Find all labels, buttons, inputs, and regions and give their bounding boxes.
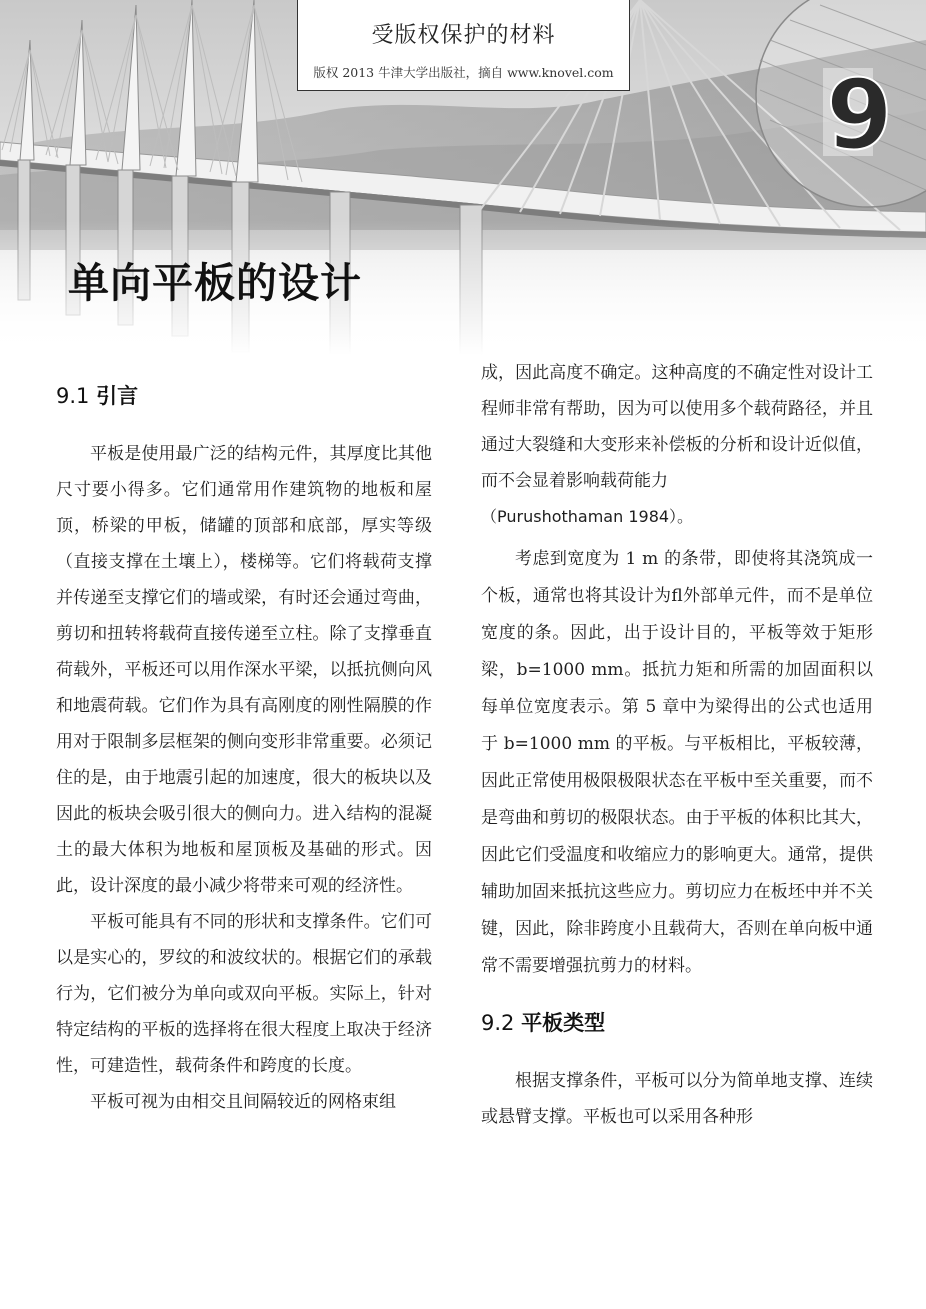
section-title: 引言 [96, 384, 139, 408]
paragraph: 成，因此高度不确定。这种高度的不确定性对设计工程师非常有帮助，因为可以使用多个载荷路径，并且通过大裂缝和大变形来补偿板的分析和设计近似值，而不会显着影响载荷能力 [481, 363, 873, 491]
chapter-number: 9 [826, 59, 893, 171]
left-column [56, 380, 432, 1120]
chapter-banner [0, 0, 926, 355]
section-number: 9.2 [481, 1011, 515, 1035]
paragraph: 平板是使用最广泛的结构元件，其厚度比其他尺寸要小得多。它们通常用作建筑物的地板和屋顶，桥梁的甲板，储罐的顶部和底部，厚实等级（直接支撑在土壤上），楼梯等。它们将载荷支撑并传递至支撑它们的墙或梁，有时还会通过弯曲，剪切和扭转将载荷直接传递至立柱。除了支撑垂直荷载外，平板还可以用作深水平梁，以抵抗侧向风和地震荷载。它们作为具有高刚度的刚性隔膜的作用对于限制多层框架的侧向变形非常重要。必须记住的是，由于地震引起的加速度，很大的板块以及因此的板块会吸引很大的侧向力。进入结构的混凝土的最大体积为地板和屋顶板及基础的形式。因此，设计深度的最小减少将带来可观的经济性。 [56, 444, 432, 896]
copyright-line: 版权 2013 牛津大学出版社，摘自 www.knovel.com [313, 65, 614, 80]
paragraph: 根据支撑条件，平板可以分为简单地支撑、连续或悬臂支撑。平板也可以采用各种形 [481, 1071, 873, 1127]
right-column [481, 355, 873, 1135]
chapter-title: 单向平板的设计 [68, 259, 362, 307]
copyright-title: 受版权保护的材料 [371, 23, 556, 48]
paragraph: 平板可视为由相交且间隔较近的网格束组 [90, 1092, 396, 1112]
section-heading-9-1 [56, 380, 432, 410]
section-heading-9-2 [481, 1007, 873, 1037]
paragraph: 考虑到宽度为 1 m 的条带，即使将其浇筑成一个板，通常也将其设计为fl外部单元件，而不是单位宽度的条。因此，出于设计目的，平板等效于矩形梁，b=1000 mm。抵抗力矩和所需的加固面积以每单位宽度表示。第 5 章中为梁得出的公式也适用于 b=1000 mm 的平板。与平板相比，平板较薄，因此正常使用极限极限状态在平板中至关重要，而不是弯曲和剪切的极限状态。由于平板的体积比其大，因此它们受温度和收缩应力的影响更大。通常，提供辅助加固来抵抗这些应力。剪切应力在板坯中并不关键，因此，除非跨度小且载荷大，否则在单向板中通常不需要增强抗剪力的材料。 [481, 549, 873, 976]
section-title: 平板类型 [521, 1011, 606, 1035]
copyright-notice [297, 0, 630, 91]
citation: （Purushothaman 1984）。 [481, 507, 694, 526]
paragraph: 平板可能具有不同的形状和支撑条件。它们可以是实心的，罗纹的和波纹状的。根据它们的承载行为，它们被分为单向或双向平板。实际上，针对特定结构的平板的选择将在很大程度上取决于经济性，可建造性，载荷条件和跨度的长度。 [56, 912, 432, 1076]
section-number: 9.1 [56, 384, 90, 408]
